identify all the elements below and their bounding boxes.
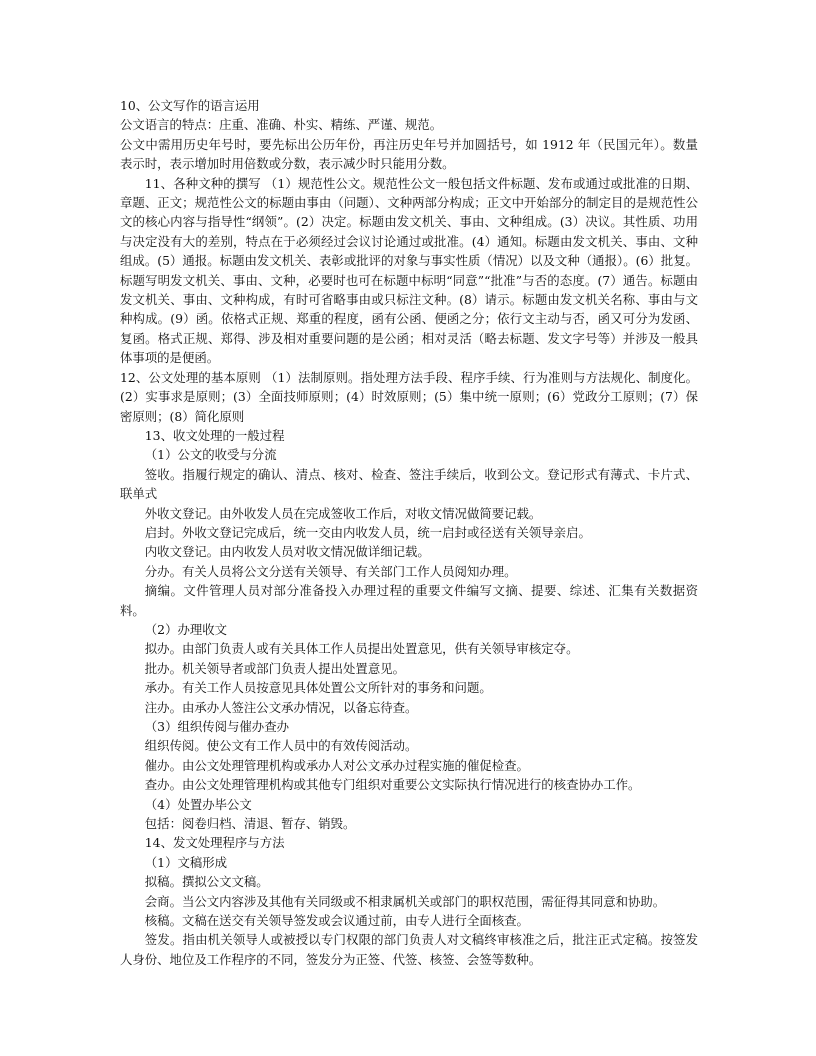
paragraph-undertake: 承办。有关工作人员按意见具体处置公文所针对的事务和问题。 [144,680,492,696]
paragraph-external-registration: 外收文登记。由外收发人员在完成签收工作后，对收文情况做简要记载。 [144,505,542,521]
document-page [120,96,698,969]
paragraph-disposal: 包括：阅卷归档、清退、暂存、销毁。 [144,816,356,832]
paragraph-historical-year: 公文中需用历史年号时，要先标出公历年份，再注历史年号并加圆括号，如 1912 年（民国元年）。数量表示时，表示增加时用倍数或分数，表示减少时只能用分数。 [120,136,698,172]
paragraph-subheading-1: （1）公文的收受与分流 [144,447,277,463]
paragraph-sign-issue: 签发。指由机关领导人或被授以专门权限的部门负责人对文稿终审核准之后，批注正式定稿。按签发人身份、地位及工作程序的不同，签发分为正签、代签、核签、会签等数种。 [120,932,698,967]
paragraph-circulation: 组织传阅。使公文有工作人员中的有效传阅活动。 [144,738,418,754]
paragraph-approve-handling: 批办。机关领导者或部门负责人提出处置意见。 [144,660,405,676]
paragraph-section-11: 11、各种文种的撰写 （1）规范性公文。规范性公文一般包括文件标题、发布或通过或批准的日期、章题、正文；规范性公文的标题由事由（问题）、文种两部分构成；正文中开始部分的制定目的是规范性公文的核心内容与指导性“纲领”。(2）决定。标题由发文机关、事由、文种组成。(3）决议。其性质、功用与决定没有大的差别，特点在于必须经过会议讨论通过或批准。(4）通知。标题由发文机关、事由、文种组成。(5）通报。标题由发文机关、表彰或批评的对象与事实性质（情况）以及文种（通报）。(6）批复。标题写明发文机关、事由、文种，必要时也可在标题中标明“同意”“批准”与否的态度。(7）通告。标题由发文机关、事由、文种构成，有时可省略事由或只标注文种。(8）请示。标题由发文机关名称、事由与文种构成。(9）函。依格式正规、郑重的程度，函有公函、便函之分；依行文主动与否，函又可分为发函、复函。格式正规、郑得、涉及相对重要问题的是公函；相对灵活（略去标题、发文字号等）并涉及一般具体事项的是便函。 [120,175,698,366]
paragraph-subheading-draft-formation: （1）文稿形成 [144,854,228,870]
paragraph-consultation: 会商。当公文内容涉及其他有关同级或不相隶属机关或部门的职权范围，需征得其同意和协助。 [144,893,666,909]
paragraph-distribute: 分办。有关人员将公文分送有关领导、有关部门工作人员阅知办理。 [144,563,517,579]
paragraph-language-features: 公文语言的特点：庄重、准确、朴实、精练、严谨、规范。 [120,117,443,133]
paragraph-investigate: 查办。由公文处理管理机构或其他专门组织对重要公文实际执行情况进行的核查协办工作。 [144,777,641,793]
paragraph-section-13-heading: 13、收文处理的一般过程 [144,427,285,443]
paragraph-digest: 摘编。文件管理人员对部分准备投入办理过程的重要文件编写文摘、提要、综述、汇集有关数据资料。 [120,583,698,618]
paragraph-subheading-2: （2）办理收文 [144,621,228,637]
paragraph-section-10-heading: 10、公文写作的语言运用 [120,98,260,113]
paragraph-internal-registration: 内收文登记。由内收发人员对收文情况做详细记载。 [144,544,430,560]
paragraph-urge: 催办。由公文处理管理机构或承办人对公文承办过程实施的催促检查。 [144,757,529,773]
paragraph-sign-receipt: 签收。指履行规定的确认、清点、核对、检查、签注手续后，收到公文。登记形式有薄式、卡片式、联单式 [120,466,698,502]
paragraph-section-14-heading: 14、发文处理程序与方法 [144,835,285,851]
paragraph-section-12: 12、公文处理的基本原则 （1）法制原则。指处理方法手段、程序手续、行为准则与方法规化、制度化。(2）实事求是原则；(3）全面技师原则；(4）时效原则；(5）集中统一原则；(6）党政分工原则；(7）保密原则；(8）简化原则 [120,369,698,424]
paragraph-subheading-3: （3）组织传阅与催办查办 [144,719,289,734]
paragraph-unseal: 启封。外收文登记完成后，统一交由内收发人员，统一启封或径送有关领导亲启。 [144,524,591,540]
paragraph-draft-handling: 拟办。由部门负责人或有关具体工作人员提出处置意见，供有关领导审核定夺。 [144,641,579,657]
paragraph-review: 核稿。文稿在送交有关领导签发或会议通过前，由专人进行全面核查。 [144,913,529,929]
paragraph-subheading-4: （4）处置办毕公文 [144,796,252,812]
paragraph-drafting: 拟稿。撰拟公文文稿。 [144,874,269,890]
paragraph-annotate: 注办。由承办人签注公文承办情况，以备忘待查。 [144,699,418,715]
